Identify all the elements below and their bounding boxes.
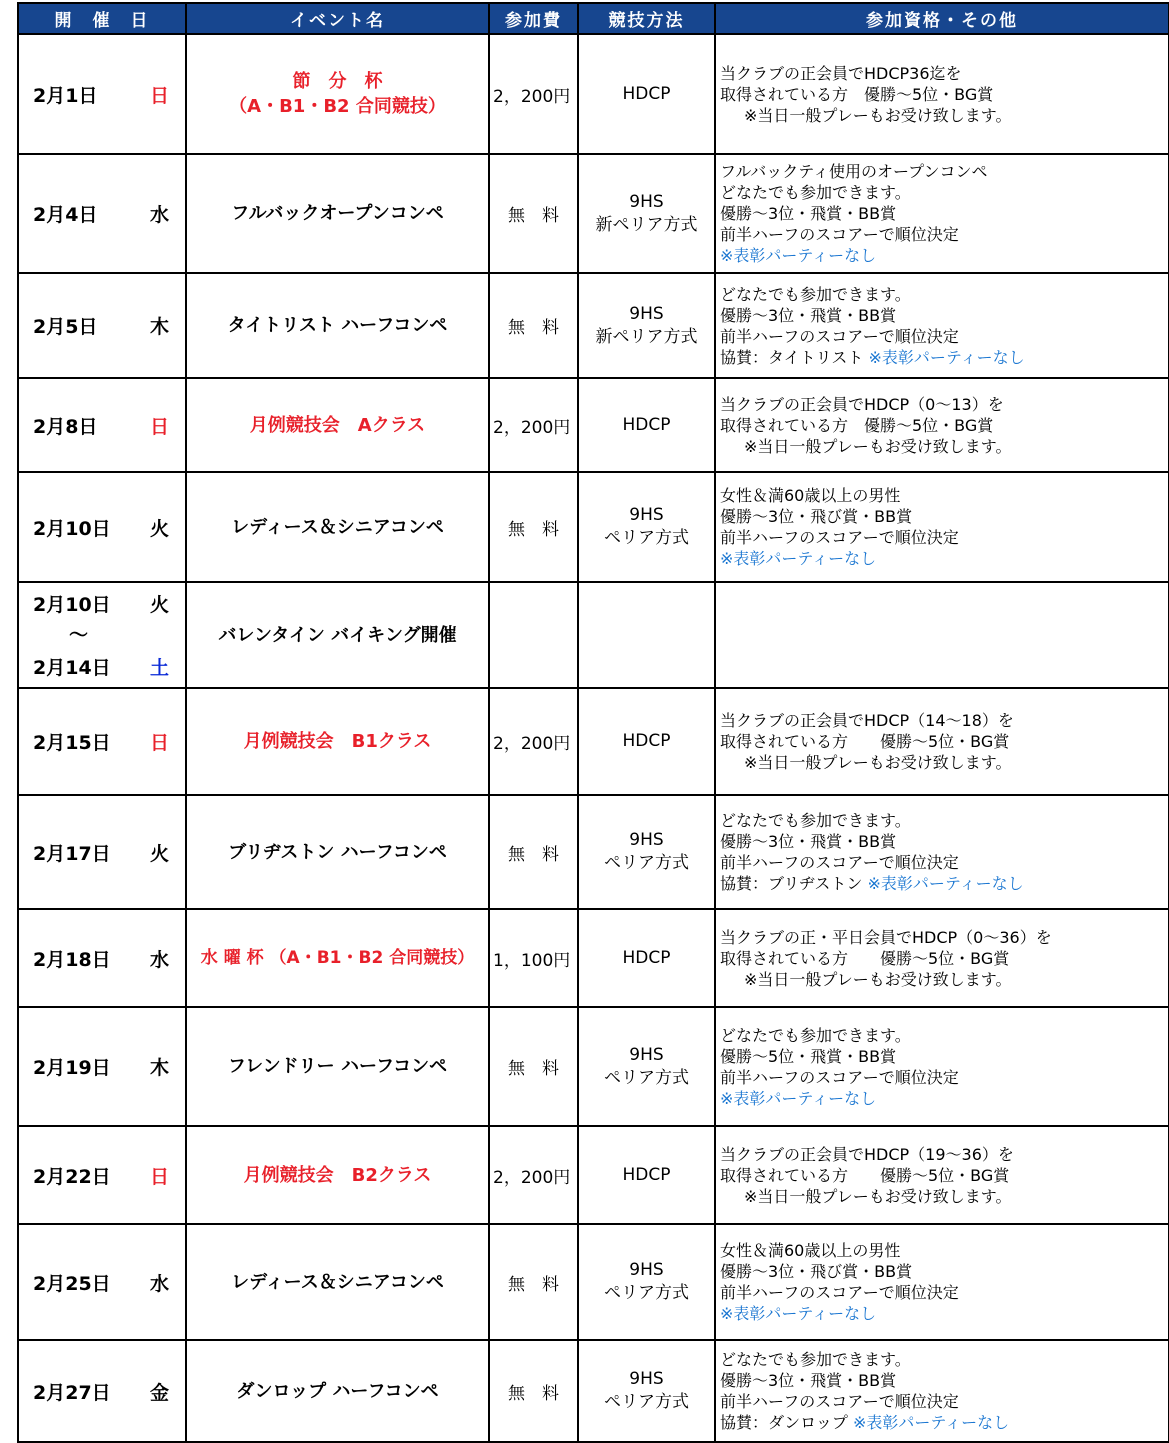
table-row xyxy=(18,1126,1169,1224)
info-note: ※表彰パーティーなし xyxy=(868,347,1025,367)
table-row xyxy=(18,688,1169,795)
event-name: 水 曜 杯 （A・B1・B2 合同競技） xyxy=(200,947,475,968)
date-cell xyxy=(18,273,186,378)
info-line: 当クラブの正会員でHDCP36迄を xyxy=(720,63,962,83)
date-cell xyxy=(18,378,186,472)
info-note: ※表彰パーティーなし xyxy=(867,874,1024,893)
date: 2月27日 xyxy=(33,1381,111,1404)
date: 2月10日 xyxy=(33,517,111,540)
info-line: どなたでも参加できます。 xyxy=(720,1025,911,1045)
fee: 無 料 xyxy=(489,154,578,273)
info-line: 取得されている方 優勝～5位・BG賞 xyxy=(720,415,994,435)
event-name-cell xyxy=(186,1007,489,1126)
method-sub: ペリア方式 xyxy=(604,1283,689,1303)
method-cell xyxy=(578,1340,715,1442)
sponsor: 協賛：タイトリスト xyxy=(720,347,864,367)
date-cell xyxy=(18,795,186,909)
info-line: 当クラブの正会員でHDCP（14～18）を xyxy=(720,711,1014,730)
fee: 2，200円 xyxy=(489,34,578,154)
weekday: 日 xyxy=(149,84,169,107)
fee-empty xyxy=(489,582,578,688)
method-cell xyxy=(578,472,715,582)
method: HDCP xyxy=(622,83,671,104)
method-cell xyxy=(578,154,715,273)
header-method: 競技方法 xyxy=(578,3,715,34)
date: 2月25日 xyxy=(33,1272,111,1295)
date: 2月17日 xyxy=(33,842,111,865)
info-line: 当クラブの正・平日会員でHDCP（0～36）を xyxy=(720,927,1052,947)
info-line: どなたでも参加できます。 xyxy=(720,183,911,202)
method-sub: ペリア方式 xyxy=(604,853,689,873)
info-line: 前半ハーフのスコアーで順位決定 xyxy=(720,326,959,346)
info-line: 前半ハーフのスコアーで順位決定 xyxy=(720,528,959,547)
header-fee: 参加費 xyxy=(489,3,578,34)
weekday: 水 xyxy=(149,948,169,971)
info-line: 前半ハーフのスコアーで順位決定 xyxy=(720,225,959,244)
fee: 無 料 xyxy=(489,1340,578,1442)
info-cell xyxy=(715,1224,1169,1340)
info-line: 前半ハーフのスコアーで順位決定 xyxy=(720,1392,959,1411)
table-row xyxy=(18,34,1169,154)
info-cell xyxy=(715,688,1169,795)
info-note: ※表彰パーティーなし xyxy=(720,549,877,568)
weekday: 水 xyxy=(149,204,169,226)
info-cell xyxy=(715,273,1169,378)
info-line: 取得されている方 優勝～5位・BG賞 xyxy=(720,1165,1010,1185)
method-sub: 新ペリア方式 xyxy=(595,326,698,347)
fee: 無 料 xyxy=(489,1224,578,1340)
fee: 無 料 xyxy=(489,472,578,582)
date-cell xyxy=(18,1340,186,1442)
method: 9HS xyxy=(629,1260,664,1280)
info-cell xyxy=(715,1126,1169,1224)
fee: 無 料 xyxy=(489,273,578,378)
info-line: ※当日一般プレーもお受け致します。 xyxy=(744,753,1012,772)
weekday: 日 xyxy=(149,415,169,438)
method-sub: ペリア方式 xyxy=(604,528,689,548)
info-line: 女性＆満60歳以上の男性 xyxy=(720,486,901,505)
date: 2月4日 xyxy=(33,204,98,226)
info-line: 優勝～3位・飛び賞・BB賞 xyxy=(720,1262,913,1281)
method-sub: 新ペリア方式 xyxy=(595,214,698,235)
method-cell xyxy=(578,795,715,909)
event-name: 月例競技会 B2クラス xyxy=(243,1164,432,1186)
info-cell xyxy=(715,34,1169,154)
event-name-cell xyxy=(186,273,489,378)
weekday: 火 xyxy=(149,517,169,540)
table-row xyxy=(18,1224,1169,1340)
event-name: バレンタイン バイキング開催 xyxy=(218,624,457,646)
event-name-sub: （A・B1・B2 合同競技） xyxy=(229,96,446,117)
info-note: ※表彰パーティーなし xyxy=(720,1088,877,1108)
weekday: 木 xyxy=(149,316,169,338)
info-line xyxy=(720,347,1168,368)
date-cell xyxy=(18,472,186,582)
info-line: 取得されている方 優勝～5位・BG賞 xyxy=(720,948,1010,968)
info-line xyxy=(720,1412,1168,1433)
fee: 2，200円 xyxy=(489,688,578,795)
date-start: 2月10日 xyxy=(33,594,111,616)
info-line xyxy=(720,873,1168,894)
method-cell xyxy=(578,273,715,378)
info-line: 優勝～3位・飛賞・BB賞 xyxy=(720,204,897,223)
method: HDCP xyxy=(622,947,671,968)
event-name: フレンドリー ハーフコンペ xyxy=(227,1056,448,1077)
date-cell xyxy=(18,154,186,273)
info-cell xyxy=(715,472,1169,582)
event-name: タイトリスト ハーフコンペ xyxy=(227,315,448,336)
event-name: フルバックオープンコンペ xyxy=(231,203,444,224)
info-note: ※表彰パーティーなし xyxy=(852,1413,1010,1432)
date: 2月5日 xyxy=(33,316,98,338)
method: 9HS xyxy=(629,505,664,525)
header-info: 参加資格・その他 xyxy=(715,3,1169,34)
date: 2月15日 xyxy=(33,732,111,754)
info-note: ※表彰パーティーなし xyxy=(720,246,877,265)
info-line: 女性＆満60歳以上の男性 xyxy=(720,1241,901,1260)
event-name: ダンロップ ハーフコンペ xyxy=(236,1380,439,1402)
sponsor: 協賛：ブリヂストン xyxy=(720,874,863,893)
date-range-cell xyxy=(18,582,186,688)
info-line: 前半ハーフのスコアーで順位決定 xyxy=(720,1283,959,1302)
info-line: 前半ハーフのスコアーで順位決定 xyxy=(720,853,959,872)
table-row xyxy=(18,273,1169,378)
method-cell xyxy=(578,688,715,795)
date-cell xyxy=(18,688,186,795)
table-row xyxy=(18,378,1169,472)
event-name-cell xyxy=(186,582,489,688)
info-line: 取得されている方 優勝～5位・BG賞 xyxy=(720,84,994,104)
info-line: 取得されている方 優勝～5位・BG賞 xyxy=(720,732,1010,751)
event-name: レディース＆シニアコンペ xyxy=(231,516,444,538)
date-cell xyxy=(18,1007,186,1126)
event-name-cell xyxy=(186,378,489,472)
weekday: 日 xyxy=(149,732,169,754)
table-row xyxy=(18,154,1169,273)
event-name: レディース＆シニアコンペ xyxy=(231,1271,444,1293)
date-cell xyxy=(18,34,186,154)
method-cell xyxy=(578,34,715,154)
info-line: ※当日一般プレーもお受け致します。 xyxy=(744,1186,1012,1206)
table-row xyxy=(18,1340,1169,1442)
weekday: 水 xyxy=(149,1272,169,1295)
method-empty xyxy=(578,582,715,688)
weekday: 日 xyxy=(149,1165,169,1188)
info-line: 優勝～3位・飛賞・BB賞 xyxy=(720,1371,897,1390)
method: 9HS xyxy=(629,303,664,324)
method-sub: ペリア方式 xyxy=(604,1067,689,1088)
info-cell xyxy=(715,378,1169,472)
event-name-cell xyxy=(186,795,489,909)
fee: 1，100円 xyxy=(489,909,578,1007)
event-name-cell xyxy=(186,688,489,795)
method-sub: ペリア方式 xyxy=(604,1392,689,1412)
event-name: ブリヂストン ハーフコンペ xyxy=(228,841,447,863)
date-cell xyxy=(18,1224,186,1340)
table-row xyxy=(18,1007,1169,1126)
event-schedule-table xyxy=(17,2,1169,1443)
method-cell xyxy=(578,1224,715,1340)
table-row xyxy=(18,909,1169,1007)
date-cell xyxy=(18,909,186,1007)
header-event-name: イベント名 xyxy=(186,3,489,34)
info-cell xyxy=(715,909,1169,1007)
event-name: 月例競技会 B1クラス xyxy=(243,731,432,752)
weekday: 金 xyxy=(149,1381,169,1404)
info-line: どなたでも参加できます。 xyxy=(720,811,911,830)
date-cell xyxy=(18,1126,186,1224)
fee: 無 料 xyxy=(489,1007,578,1126)
event-name-cell xyxy=(186,1224,489,1340)
event-name-cell xyxy=(186,34,489,154)
event-name: 節 分 杯 xyxy=(292,71,383,92)
info-line: ※当日一般プレーもお受け致します。 xyxy=(744,969,1012,989)
method: 9HS xyxy=(629,1044,664,1065)
info-empty xyxy=(715,582,1169,688)
method: HDCP xyxy=(622,731,671,751)
range-separator: ～ xyxy=(69,624,89,646)
event-name-cell xyxy=(186,472,489,582)
info-line: 優勝～3位・飛賞・BB賞 xyxy=(720,832,897,851)
sponsor: 協賛：ダンロップ xyxy=(720,1413,848,1432)
info-cell xyxy=(715,1007,1169,1126)
event-name-cell xyxy=(186,154,489,273)
table-row xyxy=(18,582,1169,688)
method: 9HS xyxy=(629,191,664,212)
info-cell xyxy=(715,1340,1169,1442)
date: 2月19日 xyxy=(33,1057,111,1079)
info-line: フルバックティ使用のオープンコンペ xyxy=(720,162,988,181)
header-row xyxy=(18,3,1169,34)
event-name-cell xyxy=(186,909,489,1007)
fee: 2，200円 xyxy=(489,378,578,472)
method-cell xyxy=(578,1007,715,1126)
fee: 2，200円 xyxy=(489,1126,578,1224)
weekday-start: 火 xyxy=(149,594,169,616)
method: HDCP xyxy=(622,414,671,435)
event-name-cell xyxy=(186,1340,489,1442)
info-line: 前半ハーフのスコアーで順位決定 xyxy=(720,1067,959,1087)
info-cell xyxy=(715,795,1169,909)
info-line: 優勝～5位・飛賞・BB賞 xyxy=(720,1046,897,1066)
event-name-cell xyxy=(186,1126,489,1224)
date-end: 2月14日 xyxy=(33,657,111,679)
info-line: 優勝～3位・飛賞・BB賞 xyxy=(720,305,897,325)
method: 9HS xyxy=(629,830,664,850)
weekday: 火 xyxy=(149,842,169,865)
date: 2月8日 xyxy=(33,415,98,438)
weekday: 木 xyxy=(149,1057,169,1079)
method: 9HS xyxy=(629,1369,664,1389)
fee: 無 料 xyxy=(489,795,578,909)
info-cell xyxy=(715,154,1169,273)
info-line: どなたでも参加できます。 xyxy=(720,1350,911,1369)
method: HDCP xyxy=(622,1164,671,1185)
info-line: どなたでも参加できます。 xyxy=(720,284,911,304)
event-name: 月例競技会 Aクラス xyxy=(249,414,426,436)
date: 2月22日 xyxy=(33,1165,111,1188)
method-cell xyxy=(578,1126,715,1224)
info-line: 当クラブの正会員でHDCP（19～36）を xyxy=(720,1144,1014,1164)
info-note: ※表彰パーティーなし xyxy=(720,1304,877,1323)
header-date: 開 催 日 xyxy=(18,3,186,34)
date: 2月1日 xyxy=(33,84,98,107)
method-cell xyxy=(578,378,715,472)
info-line: 優勝～3位・飛び賞・BB賞 xyxy=(720,507,913,526)
table-row xyxy=(18,472,1169,582)
info-line: ※当日一般プレーもお受け致します。 xyxy=(744,436,1012,456)
table-row xyxy=(18,795,1169,909)
weekday-end: 土 xyxy=(149,657,169,679)
date: 2月18日 xyxy=(33,948,111,971)
info-line: 当クラブの正会員でHDCP（0～13）を xyxy=(720,394,1004,414)
info-line: ※当日一般プレーもお受け致します。 xyxy=(744,105,1012,125)
method-cell xyxy=(578,909,715,1007)
